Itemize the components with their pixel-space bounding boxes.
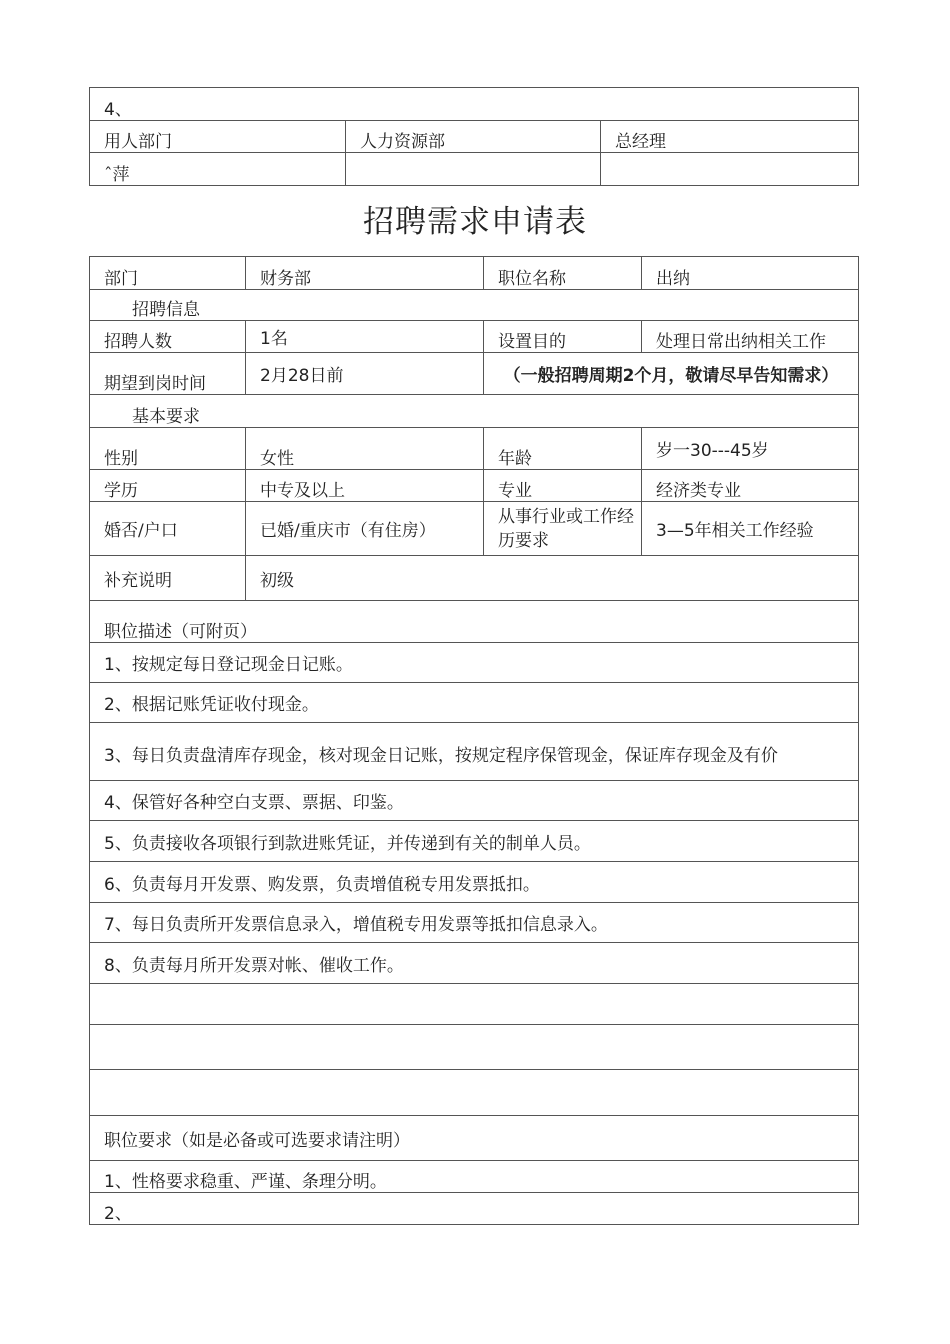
section-recruit-info: 招聘信息 xyxy=(90,290,859,321)
arrival-value: 2月28日前 xyxy=(246,353,484,395)
position-label: 职位名称 xyxy=(484,257,642,290)
requirement-item: 2、 xyxy=(90,1193,859,1225)
purpose-value: 处理日常出纳相关工作 xyxy=(642,321,859,353)
general-manager-signature xyxy=(601,153,859,186)
dept-label: 部门 xyxy=(90,257,246,290)
duty-item: 2、根据记账凭证收付现金。 xyxy=(90,683,859,723)
headcount-label: 招聘人数 xyxy=(90,321,246,353)
recruit-cycle-note: （一般招聘周期2个月，敬请尽早告知需求） xyxy=(484,353,859,395)
experience-label: 从事行业或工作经历要求 xyxy=(484,502,642,556)
headcount-value: 1名 xyxy=(246,321,484,353)
experience-value: 3—5年相关工作经验 xyxy=(642,502,859,556)
hr-dept-label: 人力资源部 xyxy=(346,121,601,153)
marital-label: 婚否/户口 xyxy=(90,502,246,556)
duty-item: 4、保管好各种空白支票、票据、印鉴。 xyxy=(90,781,859,821)
hr-dept-signature xyxy=(346,153,601,186)
job-requirements-header: 职位要求（如是必备或可选要求请注明） xyxy=(90,1116,859,1161)
duty-item: 5、负责接收各项银行到款进账凭证，并传递到有关的制单人员。 xyxy=(90,821,859,862)
purpose-label: 设置目的 xyxy=(484,321,642,353)
hiring-dept-label: 用人部门 xyxy=(90,121,346,153)
blank-row xyxy=(90,1070,859,1116)
duty-item: 3、每日负责盘清库存现金，核对现金日记账，按规定程序保管现金，保证库存现金及有价 xyxy=(90,723,859,781)
age-label: 年龄 xyxy=(484,428,642,470)
major-value: 经济类专业 xyxy=(642,470,859,502)
duty-item: 8、负责每月所开发票对帐、催收工作。 xyxy=(90,943,859,984)
recruitment-form xyxy=(89,256,859,1225)
requirement-item: 1、性格要求稳重、严谨、条理分明。 xyxy=(90,1161,859,1193)
job-description-header: 职位描述（可附页） xyxy=(90,601,859,643)
major-label: 专业 xyxy=(484,470,642,502)
hiring-dept-signature: ˆ萍 xyxy=(90,153,346,186)
duty-item: 7、每日负责所开发票信息录入，增值税专用发票等抵扣信息录入。 xyxy=(90,903,859,943)
blank-row xyxy=(90,984,859,1025)
general-manager-label: 总经理 xyxy=(601,121,859,153)
gender-label: 性别 xyxy=(90,428,246,470)
duty-item: 1、按规定每日登记现金日记账。 xyxy=(90,643,859,683)
marital-value: 已婚/重庆市（有住房） xyxy=(246,502,484,556)
blank-row xyxy=(90,1025,859,1070)
education-value: 中专及以上 xyxy=(246,470,484,502)
position-value: 出纳 xyxy=(642,257,859,290)
gender-value: 女性 xyxy=(246,428,484,470)
dept-value: 财务部 xyxy=(246,257,484,290)
supplement-value: 初级 xyxy=(246,556,859,601)
top-signature-table xyxy=(89,87,859,186)
education-label: 学历 xyxy=(90,470,246,502)
duty-item: 6、负责每月开发票、购发票，负责增值税专用发票抵扣。 xyxy=(90,862,859,903)
top-row-item: 4、 xyxy=(90,88,859,121)
section-basic-requirements: 基本要求 xyxy=(90,395,859,428)
supplement-label: 补充说明 xyxy=(90,556,246,601)
age-value: 岁一30---45岁 xyxy=(642,428,859,470)
page-title: 招聘需求申请表 xyxy=(363,204,587,240)
arrival-label: 期望到岗时间 xyxy=(90,353,246,395)
